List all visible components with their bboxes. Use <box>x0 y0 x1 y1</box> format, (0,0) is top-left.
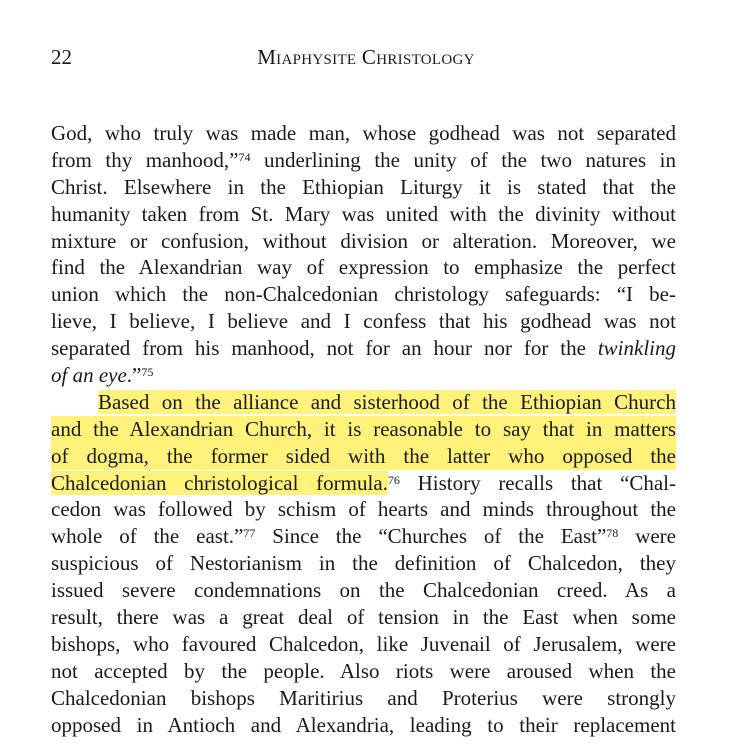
text-line <box>51 335 676 362</box>
text-line: union which the non-Chalcedonian christology safeguards: “I be- <box>51 282 676 307</box>
text-line: bishops, who favoured Chalcedon, like Juvenail of Jerusalem, were <box>51 631 676 656</box>
text-line <box>51 389 676 416</box>
paragraph-2 <box>51 389 676 739</box>
text-line: cedon was followed by schism of hearts and minds throughout the <box>51 497 676 522</box>
text-line: not accepted by the people. Also riots were aroused when the <box>51 658 676 683</box>
footnote-ref-75[interactable]: 75 <box>141 365 154 380</box>
text-run: underlining the unity of the two natures in <box>250 147 676 172</box>
text-line <box>51 362 676 389</box>
text-line: issued severe condemnations on the Chalcedonian creed. As a <box>51 578 676 603</box>
text-line: Chalcedonian bishops Maritirius and Proterius were strongly <box>51 685 676 710</box>
page-number: 22 <box>51 45 72 69</box>
highlighted-text-line: of dogma, the former sided with the latter who opposed the <box>51 443 676 468</box>
text-line: suspicious of Nestorianism in the definition of Chalcedon, they <box>51 551 676 576</box>
text-run: from thy manhood,” <box>51 147 239 172</box>
italic-phrase: of an eye <box>51 363 127 388</box>
text-line <box>51 523 676 550</box>
text-line: result, there was a great deal of tension in the East when some <box>51 605 676 630</box>
text-run: .” <box>126 363 142 388</box>
text-line: opposed in Antioch and Alexandria, leading to their replacement <box>51 712 676 737</box>
text-line: mixture or confusion, without division or alteration. Moreover, we <box>51 228 676 253</box>
highlighted-text-line: and the Alexandrian Church, it is reasonable to say that in matters <box>51 416 676 441</box>
italic-phrase: twinkling <box>597 336 676 361</box>
text-run: separated from his manhood, not for an hour nor for the <box>51 336 598 361</box>
footnote-ref-74[interactable]: 74 <box>238 149 251 164</box>
text-line: find the Alexandrian way of expression to emphasize the perfect <box>51 255 676 280</box>
text-line <box>51 470 676 497</box>
footnote-ref-76[interactable]: 76 <box>387 472 400 487</box>
footnote-ref-77[interactable]: 77 <box>243 526 256 541</box>
text-run: History recalls that “Chal- <box>399 470 676 495</box>
text-run: Since the “Churches of the East” <box>255 524 607 549</box>
highlighted-text: Based on the alliance and sisterhood of the Ethiopian Church <box>98 389 676 414</box>
footnote-ref-78[interactable]: 78 <box>606 526 619 541</box>
highlighted-text: Chalcedonian christological formula. <box>51 470 388 495</box>
text-line <box>51 147 676 174</box>
text-line: Christ. Elsewhere in the Ethiopian Liturgy it is stated that the <box>51 174 676 199</box>
text-line: humanity taken from St. Mary was united with the divinity without <box>51 201 676 226</box>
paragraph-1 <box>51 120 676 389</box>
text-line: lieve, I believe, I believe and I confess that his godhead was not <box>51 309 676 334</box>
text-line: God, who truly was made man, whose godhead was not separated <box>51 121 676 145</box>
running-head: Miaphysite Christology <box>257 45 475 69</box>
body-text <box>51 120 676 738</box>
text-run: whole of the east.” <box>51 524 244 549</box>
text-run: were <box>618 524 676 549</box>
